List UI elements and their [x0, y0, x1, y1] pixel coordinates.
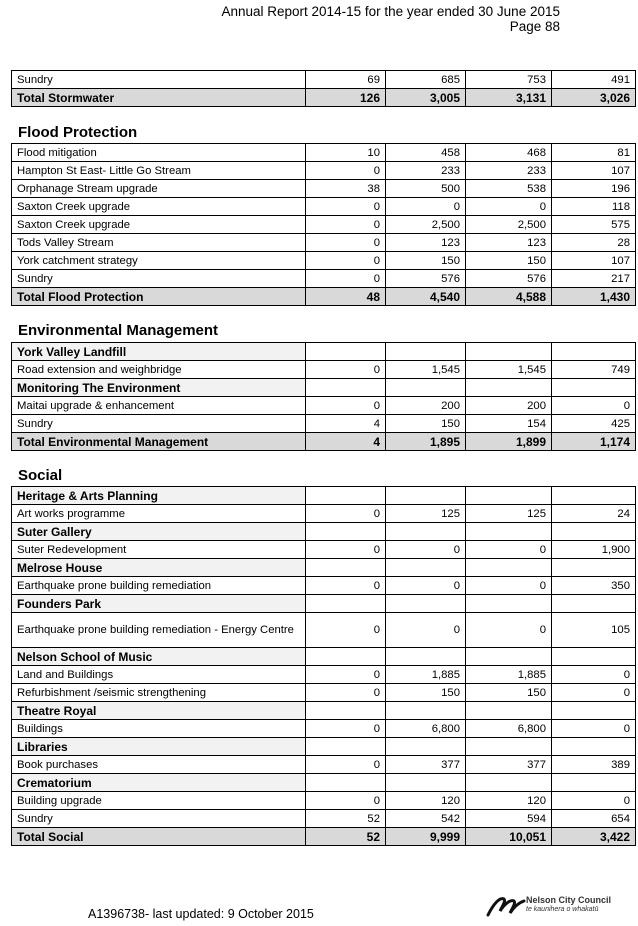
row-label: Maitai upgrade & enhancement: [12, 397, 306, 415]
cell: 0: [306, 198, 386, 216]
cell: 0: [306, 270, 386, 288]
cell: 0: [552, 666, 636, 684]
cell: 38: [306, 180, 386, 198]
table-row: [12, 415, 636, 433]
row-label: Refurbishment /seismic strengthening: [12, 684, 306, 702]
cell: 3,131: [466, 89, 552, 107]
table-row: [12, 397, 636, 415]
logo-subtitle: te kaunihera o whakatū: [526, 906, 599, 913]
cell: 217: [552, 270, 636, 288]
cell: 9,999: [386, 828, 466, 846]
row-label: York catchment strategy: [12, 252, 306, 270]
subheading: Suter Gallery: [12, 523, 306, 541]
subheading-row: [12, 595, 636, 613]
report-title: Annual Report 2014-15 for the year ended 30 June 2015: [221, 4, 560, 19]
cell: 0: [306, 720, 386, 738]
document-reference: A1396738- last updated: 9 October 2015: [88, 907, 314, 921]
cell: 685: [386, 71, 466, 89]
cell: 10: [306, 144, 386, 162]
cell: 0: [386, 613, 466, 648]
cell: 81: [552, 144, 636, 162]
cell: 24: [552, 505, 636, 523]
cell: 575: [552, 216, 636, 234]
table-row: [12, 270, 636, 288]
cell: 538: [466, 180, 552, 198]
cell: 154: [466, 415, 552, 433]
cell: 150: [466, 684, 552, 702]
cell: 425: [552, 415, 636, 433]
cell: 576: [386, 270, 466, 288]
cell: 458: [386, 144, 466, 162]
council-logo-icon: [486, 893, 526, 919]
cell: 3,026: [552, 89, 636, 107]
cell: 0: [552, 792, 636, 810]
cell: 0: [306, 756, 386, 774]
cell: 1,885: [466, 666, 552, 684]
table-row: [12, 720, 636, 738]
cell: 0: [552, 720, 636, 738]
row-label: Flood mitigation: [12, 144, 306, 162]
cell: 749: [552, 361, 636, 379]
table-row: [12, 198, 636, 216]
row-label: Land and Buildings: [12, 666, 306, 684]
cell: 377: [386, 756, 466, 774]
cell: 0: [306, 684, 386, 702]
cell: 389: [552, 756, 636, 774]
flood-table: [11, 143, 636, 306]
total-row: [12, 89, 636, 107]
table-row: [12, 792, 636, 810]
social-table: [11, 486, 636, 846]
cell: 0: [306, 234, 386, 252]
cell: 2,500: [386, 216, 466, 234]
cell: 6,800: [386, 720, 466, 738]
section-title-social: Social: [18, 467, 63, 484]
cell: 0: [306, 505, 386, 523]
cell: 1,895: [386, 433, 466, 451]
cell: 0: [306, 666, 386, 684]
cell: 118: [552, 198, 636, 216]
cell: 233: [386, 162, 466, 180]
cell: 105: [552, 613, 636, 648]
cell: 52: [306, 810, 386, 828]
table-row: [12, 756, 636, 774]
stormwater-table: [11, 70, 636, 107]
row-label: Sundry: [12, 71, 306, 89]
row-label: Total Environmental Management: [12, 433, 306, 451]
row-label: Total Flood Protection: [12, 288, 306, 306]
table-row: [12, 505, 636, 523]
cell: 123: [386, 234, 466, 252]
cell: 28: [552, 234, 636, 252]
cell: 6,800: [466, 720, 552, 738]
cell: 0: [386, 577, 466, 595]
cell: 0: [306, 361, 386, 379]
cell: 0: [386, 541, 466, 559]
council-logo: [486, 893, 626, 919]
cell: 0: [306, 541, 386, 559]
subheading: York Valley Landfill: [12, 343, 306, 361]
row-label: Road extension and weighbridge: [12, 361, 306, 379]
cell: 1,885: [386, 666, 466, 684]
row-label: Sundry: [12, 415, 306, 433]
cell: 0: [306, 577, 386, 595]
cell: 4: [306, 433, 386, 451]
cell: 125: [386, 505, 466, 523]
row-label: Saxton Creek upgrade: [12, 198, 306, 216]
cell: 48: [306, 288, 386, 306]
table-row: [12, 162, 636, 180]
subheading: Libraries: [12, 738, 306, 756]
subheading: Crematorium: [12, 774, 306, 792]
row-label: Hampton St East- Little Go Stream: [12, 162, 306, 180]
subheading-row: [12, 559, 636, 577]
cell: 0: [552, 684, 636, 702]
total-row: [12, 288, 636, 306]
cell: 1,545: [466, 361, 552, 379]
cell: 0: [306, 252, 386, 270]
section-title-env: Environmental Management: [18, 322, 219, 339]
cell: 0: [306, 613, 386, 648]
cell: 3,422: [552, 828, 636, 846]
table-row: [12, 180, 636, 198]
cell: 0: [466, 613, 552, 648]
cell: 4,540: [386, 288, 466, 306]
cell: 468: [466, 144, 552, 162]
cell: 126: [306, 89, 386, 107]
row-label: Earthquake prone building remediation: [12, 577, 306, 595]
subheading: Melrose House: [12, 559, 306, 577]
table-row: [12, 541, 636, 559]
cell: 125: [466, 505, 552, 523]
subheading: Theatre Royal: [12, 702, 306, 720]
cell: 233: [466, 162, 552, 180]
table-row: [12, 577, 636, 595]
table-row: [12, 361, 636, 379]
subheading-row: [12, 702, 636, 720]
cell: 350: [552, 577, 636, 595]
cell: 200: [386, 397, 466, 415]
cell: 1,430: [552, 288, 636, 306]
row-label: Total Social: [12, 828, 306, 846]
subheading: Nelson School of Music: [12, 648, 306, 666]
cell: 4: [306, 415, 386, 433]
row-label: Buildings: [12, 720, 306, 738]
subheading-row: [12, 379, 636, 397]
cell: 654: [552, 810, 636, 828]
cell: 107: [552, 252, 636, 270]
table-row: [12, 810, 636, 828]
cell: 576: [466, 270, 552, 288]
cell: 3,005: [386, 89, 466, 107]
cell: 594: [466, 810, 552, 828]
row-label: Suter Redevelopment: [12, 541, 306, 559]
row-label: Tods Valley Stream: [12, 234, 306, 252]
table-row: [12, 144, 636, 162]
subheading-row: [12, 487, 636, 505]
table-row: [12, 613, 636, 648]
cell: 377: [466, 756, 552, 774]
table-row: [12, 71, 636, 89]
table-row: [12, 666, 636, 684]
section-title-flood: Flood Protection: [18, 124, 138, 141]
subheading-row: [12, 523, 636, 541]
subheading: Founders Park: [12, 595, 306, 613]
row-label: Sundry: [12, 810, 306, 828]
cell: 10,051: [466, 828, 552, 846]
page-number: Page 88: [509, 19, 560, 34]
row-label: Earthquake prone building remediation - Energy Centre: [12, 613, 306, 648]
row-label: Orphanage Stream upgrade: [12, 180, 306, 198]
env-table: [11, 342, 636, 451]
table-row: [12, 234, 636, 252]
subheading-row: [12, 774, 636, 792]
cell: 150: [386, 415, 466, 433]
cell: 200: [466, 397, 552, 415]
subheading-row: [12, 343, 636, 361]
table-row: [12, 216, 636, 234]
cell: 2,500: [466, 216, 552, 234]
cell: 123: [466, 234, 552, 252]
cell: 0: [386, 198, 466, 216]
cell: 0: [552, 397, 636, 415]
cell: 1,899: [466, 433, 552, 451]
table-row: [12, 252, 636, 270]
cell: 1,545: [386, 361, 466, 379]
row-label: Art works programme: [12, 505, 306, 523]
row-label: Saxton Creek upgrade: [12, 216, 306, 234]
subheading-row: [12, 738, 636, 756]
row-label: Sundry: [12, 270, 306, 288]
cell: 542: [386, 810, 466, 828]
subheading: Heritage & Arts Planning: [12, 487, 306, 505]
cell: 491: [552, 71, 636, 89]
cell: 52: [306, 828, 386, 846]
row-label: Book purchases: [12, 756, 306, 774]
cell: 196: [552, 180, 636, 198]
subheading-row: [12, 648, 636, 666]
row-label: Building upgrade: [12, 792, 306, 810]
cell: 500: [386, 180, 466, 198]
cell: 69: [306, 71, 386, 89]
table-row: [12, 684, 636, 702]
cell: 0: [466, 541, 552, 559]
cell: 753: [466, 71, 552, 89]
cell: 4,588: [466, 288, 552, 306]
cell: 0: [466, 198, 552, 216]
logo-name: Nelson City Council: [526, 895, 612, 905]
row-label: Total Stormwater: [12, 89, 306, 107]
cell: 107: [552, 162, 636, 180]
cell: 0: [306, 792, 386, 810]
cell: 0: [466, 577, 552, 595]
cell: 150: [386, 684, 466, 702]
cell: 120: [466, 792, 552, 810]
cell: 120: [386, 792, 466, 810]
cell: 150: [466, 252, 552, 270]
cell: 1,174: [552, 433, 636, 451]
total-row: [12, 828, 636, 846]
cell: 0: [306, 162, 386, 180]
cell: 0: [306, 216, 386, 234]
total-row: [12, 433, 636, 451]
subheading: Monitoring The Environment: [12, 379, 306, 397]
cell: 1,900: [552, 541, 636, 559]
cell: 0: [306, 397, 386, 415]
cell: 150: [386, 252, 466, 270]
